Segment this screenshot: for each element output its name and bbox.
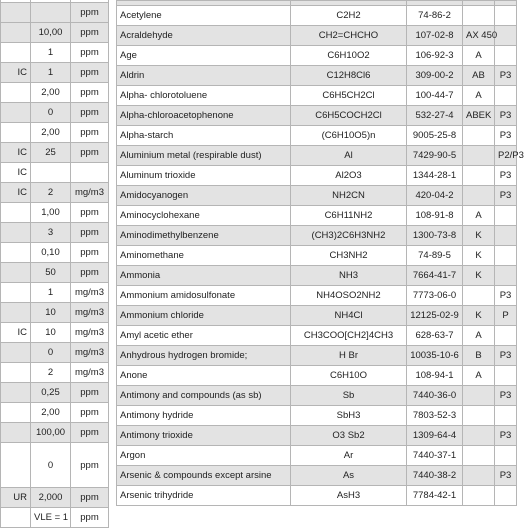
substance-name-cell: Ammonium amidosulfonate xyxy=(117,286,291,306)
filter-code-cell xyxy=(463,466,495,486)
particle-filter-cell: P xyxy=(495,306,517,326)
substance-name-cell: Anhydrous hydrogen bromide; xyxy=(117,346,291,366)
particle-filter-cell xyxy=(495,6,517,26)
filter-code-cell: K xyxy=(463,306,495,326)
unit-cell: ppm xyxy=(71,423,109,443)
notation-cell xyxy=(1,343,31,363)
cas-number-cell: 532-27-4 xyxy=(407,106,463,126)
filter-code-cell xyxy=(463,386,495,406)
table-row xyxy=(117,106,517,126)
cas-number-cell: 420-04-2 xyxy=(407,186,463,206)
filter-code-cell xyxy=(463,286,495,306)
formula-cell: AsH3 xyxy=(291,486,407,506)
substance-name-cell: Antimony and compounds (as sb) xyxy=(117,386,291,406)
formula-cell: CH2=CHCHO xyxy=(291,26,407,46)
unit-cell xyxy=(71,163,109,183)
substance-name-cell: Acraldehyde xyxy=(117,26,291,46)
table-row xyxy=(1,508,109,528)
notation-cell xyxy=(1,263,31,283)
particle-filter-cell: P3 xyxy=(495,166,517,186)
substance-name-cell: Ammonium chloride xyxy=(117,306,291,326)
notation-cell xyxy=(1,103,31,123)
table-row xyxy=(1,103,109,123)
table-row xyxy=(1,183,109,203)
particle-filter-cell: P2/P3 xyxy=(495,146,517,166)
table-row xyxy=(1,403,109,423)
table-row xyxy=(117,386,517,406)
unit-cell: ppm xyxy=(71,43,109,63)
table-row xyxy=(1,423,109,443)
particle-filter-cell: P3 xyxy=(495,426,517,446)
substance-name-cell: Argon xyxy=(117,446,291,466)
unit-cell: ppm xyxy=(71,23,109,43)
left-table-body xyxy=(1,0,109,528)
table-row xyxy=(117,466,517,486)
table-row xyxy=(117,186,517,206)
limit-value-cell: 2 xyxy=(31,183,71,203)
filter-code-cell: A xyxy=(463,206,495,226)
filter-code-cell: ABEK xyxy=(463,106,495,126)
formula-cell: NH3 xyxy=(291,266,407,286)
substance-table xyxy=(116,0,524,506)
table-row xyxy=(1,363,109,383)
unit-cell: ppm xyxy=(71,3,109,23)
particle-filter-cell: P3 xyxy=(495,186,517,206)
filter-code-cell: K xyxy=(463,266,495,286)
substance-name-cell: Arsenic & compounds except arsine xyxy=(117,466,291,486)
substance-table-body xyxy=(117,1,524,506)
unit-cell: ppm xyxy=(71,383,109,403)
table-row xyxy=(117,326,517,346)
particle-filter-cell xyxy=(495,326,517,346)
limit-value-cell: 0,10 xyxy=(31,243,71,263)
table-row xyxy=(1,303,109,323)
notation-cell xyxy=(1,203,31,223)
notation-cell xyxy=(1,403,31,423)
filter-code-cell: K xyxy=(463,226,495,246)
substance-name-cell: Aluminium metal (respirable dust) xyxy=(117,146,291,166)
notation-cell: IC xyxy=(1,143,31,163)
unit-cell: ppm xyxy=(71,508,109,528)
substance-name-cell: Aminodimethylbenzene xyxy=(117,226,291,246)
particle-filter-cell xyxy=(495,206,517,226)
cas-number-cell: 7440-36-0 xyxy=(407,386,463,406)
particle-filter-cell: P3 xyxy=(495,106,517,126)
filter-code-cell xyxy=(463,486,495,506)
substance-name-cell: Antimony hydride xyxy=(117,406,291,426)
table-row xyxy=(117,66,517,86)
cas-number-cell: 628-63-7 xyxy=(407,326,463,346)
particle-filter-cell xyxy=(495,486,517,506)
cas-number-cell: 108-91-8 xyxy=(407,206,463,226)
unit-cell: ppm xyxy=(71,103,109,123)
notation-cell xyxy=(1,423,31,443)
table-row xyxy=(117,206,517,226)
cas-number-cell: 10035-10-6 xyxy=(407,346,463,366)
notation-cell xyxy=(1,3,31,23)
unit-cell: mg/m3 xyxy=(71,343,109,363)
formula-cell: Al2O3 xyxy=(291,166,407,186)
filter-code-cell xyxy=(463,126,495,146)
limit-value-cell: 2,000 xyxy=(31,488,71,508)
cas-number-cell: 1309-64-4 xyxy=(407,426,463,446)
notation-cell xyxy=(1,43,31,63)
table-row xyxy=(1,443,109,488)
unit-cell: mg/m3 xyxy=(71,303,109,323)
limit-value-cell: 10 xyxy=(31,303,71,323)
filter-code-cell: A xyxy=(463,326,495,346)
limit-value-cell: 10 xyxy=(31,323,71,343)
formula-cell: SbH3 xyxy=(291,406,407,426)
formula-cell: C6H10O2 xyxy=(291,46,407,66)
substance-name-cell: Anone xyxy=(117,366,291,386)
table-row xyxy=(117,86,517,106)
unit-cell: ppm xyxy=(71,63,109,83)
notation-cell: IC xyxy=(1,323,31,343)
cas-number-cell: 107-02-8 xyxy=(407,26,463,46)
formula-cell: C6H5COCH2Cl xyxy=(291,106,407,126)
table-row xyxy=(117,6,517,26)
unit-cell: ppm xyxy=(71,263,109,283)
table-row xyxy=(1,283,109,303)
notation-cell xyxy=(1,123,31,143)
substance-name-cell: Amidocyanogen xyxy=(117,186,291,206)
limit-value-cell xyxy=(31,163,71,183)
filter-code-cell: A xyxy=(463,366,495,386)
formula-cell: Ar xyxy=(291,446,407,466)
limit-value-cell: 1 xyxy=(31,283,71,303)
cas-number-cell: 7664-41-7 xyxy=(407,266,463,286)
limit-value-cell: 2,00 xyxy=(31,403,71,423)
particle-filter-cell xyxy=(495,446,517,466)
cas-number-cell: 9005-25-8 xyxy=(407,126,463,146)
particle-filter-cell xyxy=(495,26,517,46)
table-row xyxy=(1,23,109,43)
unit-cell: ppm xyxy=(71,123,109,143)
filter-code-cell xyxy=(463,186,495,206)
table-row xyxy=(1,343,109,363)
notation-cell xyxy=(1,508,31,528)
substance-name-cell: Aldrin xyxy=(117,66,291,86)
cas-number-cell: 74-86-2 xyxy=(407,6,463,26)
unit-cell: ppm xyxy=(71,403,109,423)
filter-code-cell: A xyxy=(463,46,495,66)
substance-name-cell: Amyl acetic ether xyxy=(117,326,291,346)
substance-name-cell: Ammonia xyxy=(117,266,291,286)
limit-value-cell: 2,00 xyxy=(31,123,71,143)
notation-cell xyxy=(1,283,31,303)
particle-filter-cell xyxy=(495,86,517,106)
notation-cell xyxy=(1,23,31,43)
table-row xyxy=(1,143,109,163)
notation-cell: IC xyxy=(1,63,31,83)
unit-cell: ppm xyxy=(71,443,109,488)
limit-value-cell: 0 xyxy=(31,103,71,123)
table-row xyxy=(117,146,517,166)
particle-filter-cell: P3 xyxy=(495,466,517,486)
limit-value-cell xyxy=(31,3,71,23)
particle-filter-cell xyxy=(495,366,517,386)
notation-cell: IC xyxy=(1,183,31,203)
formula-cell: H Br xyxy=(291,346,407,366)
substance-name-cell: Antimony trioxide xyxy=(117,426,291,446)
limit-value-cell: 3 xyxy=(31,223,71,243)
limit-value-cell: 2,00 xyxy=(31,83,71,103)
substance-name-cell: Aluminum trioxide xyxy=(117,166,291,186)
substance-name-cell: Age xyxy=(117,46,291,66)
left-exposure-table xyxy=(0,0,109,528)
limit-value-cell: 100,00 xyxy=(31,423,71,443)
formula-cell: O3 Sb2 xyxy=(291,426,407,446)
particle-filter-cell xyxy=(495,406,517,426)
substance-name-cell: Aminomethane xyxy=(117,246,291,266)
notation-cell xyxy=(1,83,31,103)
limit-value-cell: 0 xyxy=(31,343,71,363)
cas-number-cell: 7803-52-3 xyxy=(407,406,463,426)
formula-cell: NH4OSO2NH2 xyxy=(291,286,407,306)
table-row xyxy=(117,286,517,306)
particle-filter-cell: P3 xyxy=(495,66,517,86)
formula-cell: Sb xyxy=(291,386,407,406)
substance-name-cell: Aminocyclohexane xyxy=(117,206,291,226)
limit-value-cell: 50 xyxy=(31,263,71,283)
filter-code-cell: AX 450 xyxy=(463,26,495,46)
formula-cell: Al xyxy=(291,146,407,166)
table-row xyxy=(117,26,517,46)
formula-cell: (CH3)2C6H3NH2 xyxy=(291,226,407,246)
formula-cell: C6H10O xyxy=(291,366,407,386)
filter-code-cell xyxy=(463,406,495,426)
unit-cell: ppm xyxy=(71,203,109,223)
table-row xyxy=(1,63,109,83)
notation-cell xyxy=(1,443,31,488)
table-row xyxy=(117,366,517,386)
table-row xyxy=(1,243,109,263)
substance-name-cell: Acetylene xyxy=(117,6,291,26)
limit-value-cell: 1 xyxy=(31,43,71,63)
cas-number-cell: 12125-02-9 xyxy=(407,306,463,326)
table-row xyxy=(1,3,109,23)
particle-filter-cell: P3 xyxy=(495,126,517,146)
particle-filter-cell: P3 xyxy=(495,346,517,366)
cas-number-cell: 7440-37-1 xyxy=(407,446,463,466)
unit-cell: ppm xyxy=(71,223,109,243)
unit-cell: ppm xyxy=(71,243,109,263)
table-row xyxy=(1,488,109,508)
table-row xyxy=(1,223,109,243)
unit-cell: ppm xyxy=(71,143,109,163)
unit-cell: mg/m3 xyxy=(71,323,109,343)
table-row xyxy=(1,163,109,183)
particle-filter-cell xyxy=(495,46,517,66)
limit-value-cell: 1 xyxy=(31,63,71,83)
notation-cell xyxy=(1,383,31,403)
substance-name-cell: Alpha- chlorotoluene xyxy=(117,86,291,106)
limit-value-cell: 10,00 xyxy=(31,23,71,43)
limit-value-cell: 0,25 xyxy=(31,383,71,403)
formula-cell: CH3COO[CH2]4CH3 xyxy=(291,326,407,346)
table-row xyxy=(117,426,517,446)
left-table-fragment xyxy=(0,0,108,528)
formula-cell: C6H5CH2Cl xyxy=(291,86,407,106)
particle-filter-cell xyxy=(495,266,517,286)
table-row xyxy=(1,123,109,143)
filter-code-cell: B xyxy=(463,346,495,366)
formula-cell: C2H2 xyxy=(291,6,407,26)
cas-number-cell: 74-89-5 xyxy=(407,246,463,266)
limit-value-cell: 0 xyxy=(31,443,71,488)
notation-cell: IC xyxy=(1,163,31,183)
table-row xyxy=(117,306,517,326)
cas-number-cell: 7429-90-5 xyxy=(407,146,463,166)
filter-code-cell xyxy=(463,426,495,446)
unit-cell: ppm xyxy=(71,488,109,508)
notation-cell xyxy=(1,363,31,383)
formula-cell: As xyxy=(291,466,407,486)
cas-number-cell: 108-94-1 xyxy=(407,366,463,386)
filter-code-cell xyxy=(463,6,495,26)
particle-filter-cell xyxy=(495,246,517,266)
unit-cell: mg/m3 xyxy=(71,363,109,383)
cas-number-cell: 1300-73-8 xyxy=(407,226,463,246)
table-row xyxy=(117,406,517,426)
table-row xyxy=(117,486,517,506)
filter-code-cell xyxy=(463,146,495,166)
limit-value-cell: VLE = 1 xyxy=(31,508,71,528)
particle-filter-cell: P3 xyxy=(495,386,517,406)
cas-number-cell: 100-44-7 xyxy=(407,86,463,106)
unit-cell: ppm xyxy=(71,83,109,103)
cas-number-cell: 7773-06-0 xyxy=(407,286,463,306)
substance-name-cell: Alpha-starch xyxy=(117,126,291,146)
formula-cell: (C6H10O5)n xyxy=(291,126,407,146)
table-row xyxy=(1,83,109,103)
table-row xyxy=(1,43,109,63)
particle-filter-cell xyxy=(495,226,517,246)
notation-cell: UR xyxy=(1,488,31,508)
table-row xyxy=(117,226,517,246)
notation-cell xyxy=(1,243,31,263)
filter-code-cell xyxy=(463,166,495,186)
substance-name-cell: Arsenic trihydride xyxy=(117,486,291,506)
table-row xyxy=(1,203,109,223)
unit-cell: mg/m3 xyxy=(71,283,109,303)
filter-code-cell xyxy=(463,446,495,466)
unit-cell: mg/m3 xyxy=(71,183,109,203)
limit-value-cell: 2 xyxy=(31,363,71,383)
formula-cell: C12H8Cl6 xyxy=(291,66,407,86)
filter-code-cell: A xyxy=(463,86,495,106)
table-row xyxy=(117,246,517,266)
cas-number-cell: 1344-28-1 xyxy=(407,166,463,186)
limit-value-cell: 25 xyxy=(31,143,71,163)
cas-number-cell: 7784-42-1 xyxy=(407,486,463,506)
limit-value-cell: 1,00 xyxy=(31,203,71,223)
formula-cell: C6H11NH2 xyxy=(291,206,407,226)
filter-code-cell: K xyxy=(463,246,495,266)
notation-cell xyxy=(1,303,31,323)
cas-number-cell: 7440-38-2 xyxy=(407,466,463,486)
table-row xyxy=(1,383,109,403)
formula-cell: NH4Cl xyxy=(291,306,407,326)
cas-number-cell: 309-00-2 xyxy=(407,66,463,86)
table-row xyxy=(1,323,109,343)
table-row xyxy=(117,46,517,66)
substance-name-cell: Alpha-chloroacetophenone xyxy=(117,106,291,126)
formula-cell: NH2CN xyxy=(291,186,407,206)
table-row xyxy=(117,346,517,366)
table-row xyxy=(117,126,517,146)
table-row xyxy=(117,166,517,186)
notation-cell xyxy=(1,223,31,243)
right-table-fragment xyxy=(116,0,524,506)
formula-cell: CH3NH2 xyxy=(291,246,407,266)
particle-filter-cell: P3 xyxy=(495,286,517,306)
table-row xyxy=(117,446,517,466)
filter-code-cell: AB xyxy=(463,66,495,86)
table-row xyxy=(1,263,109,283)
table-row xyxy=(117,266,517,286)
cas-number-cell: 106-92-3 xyxy=(407,46,463,66)
